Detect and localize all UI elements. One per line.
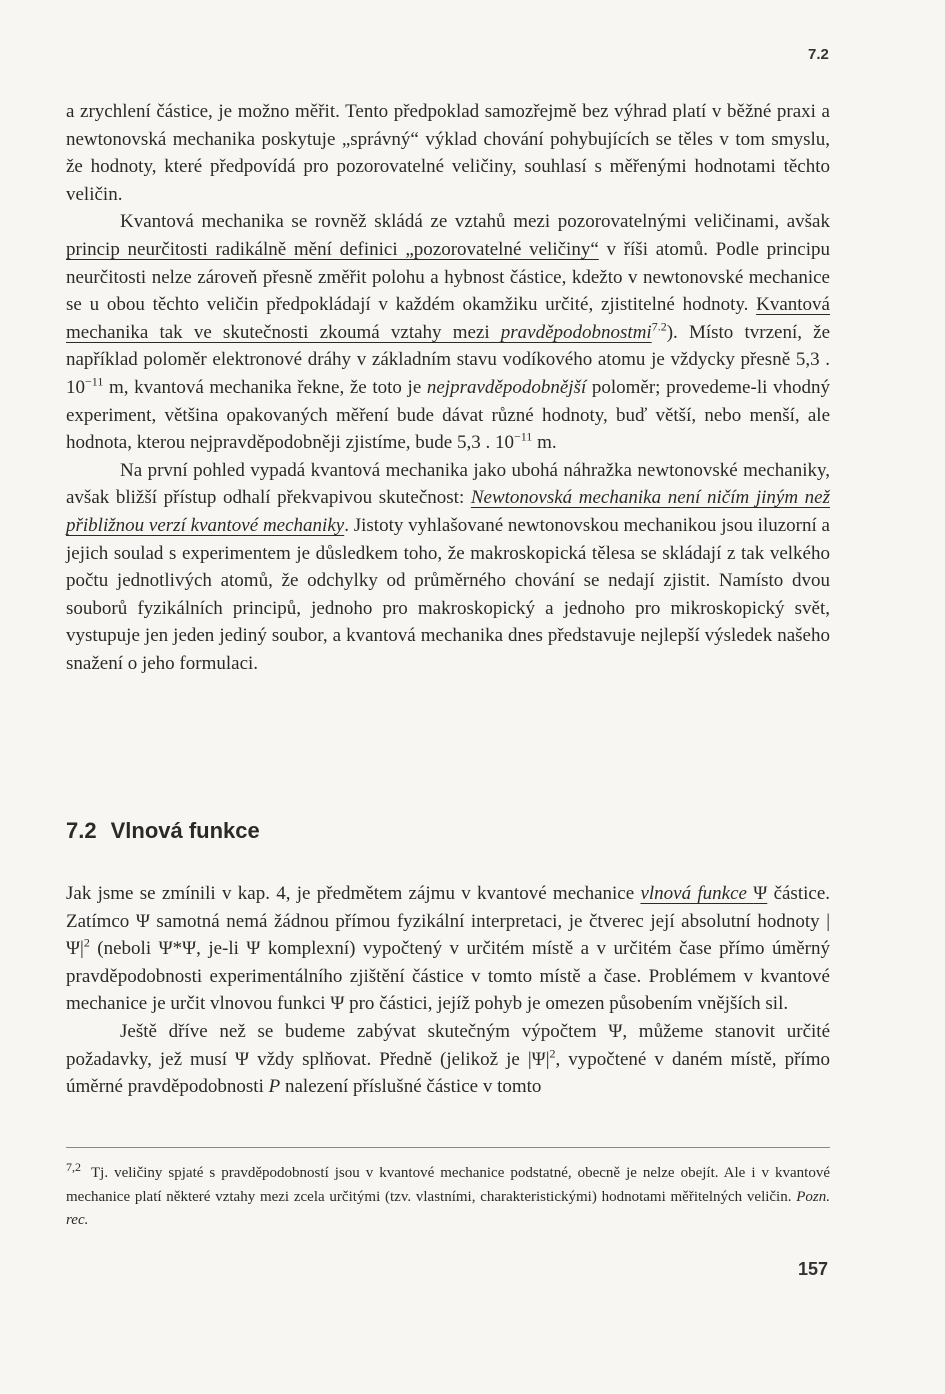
underlined-text: Kvantová mechanika tak ve skutečnosti zkoumá vztahy mezi pravděpodobnostmi [66, 294, 830, 343]
paragraph: Na první pohled vypadá kvantová mechanika jako ubohá náhražka newtonovské mechaniky, avšak bližší přístup odhalí překvapivou skutečnost: Newtonovská mechanika není ničím jiným než přibližnou verzí kvantové mechaniky. Jistoty vyhlašované newtonovskou mechanikou jsou iluzorní a jejich soulad s experimentem je důsledkem toho, že makroskopická tělesa se skládají z tak velkého počtu jednotlivých atomů, že odchylky od průměrného chování se nedají zjistit. Namísto dvou souborů fyzikálních principů, jednoho pro makroskopický a jednoho pro mikroskopický svět, vystupuje jen jeden jediný soubor, a kvantová mechanika dnes představuje nejlepší výsledek našeho snažení o jeho formulaci. [66, 459, 830, 674]
running-header-section-number: 7.2 [808, 46, 829, 63]
footnote-source: Pozn. rec. [66, 1188, 830, 1228]
footnote-reference: 7.2 [651, 319, 667, 334]
underlined-text: princip neurčitosti radikálně mění definici „pozorovatelné veličiny“ [66, 238, 599, 260]
paragraph: Jak jsme se zmínili v kap. 4, je předmětem zájmu v kvantové mechanice vlnová funkce Ψ částice. Zatímco Ψ samotná nemá žádnou přímou fyzikální interpretaci, je čtverec její absolutní hodnoty $|\Psi|^2$ (neboli Ψ*Ψ, je-li Ψ komplexní) vypočtený v určitém místě a v určitém čase přímo úměrný pravděpodobnosti experimentálního zjištění částice v tomto místě a čase. Problémem v kvantové mechanice je určit vlnovou funkci Ψ pro částici, jejíž pohyb je omezen působením vnějších sil. [66, 883, 830, 1015]
footnote-mark: 7,2 [66, 1160, 81, 1174]
paragraph: Ještě dříve než se budeme zabývat skutečným výpočtem Ψ, můžeme stanovit určité požadavky, jež musí Ψ vždy splňovat. Předně (jelikož je $|\Psi|^2$, vypočtené v daném místě, přímo úměrné pravděpodobnosti P nalezení příslušné částice v tomto [66, 1020, 830, 1098]
page-number: 157 [798, 1259, 829, 1279]
footnote-divider [66, 1147, 830, 1148]
underlined-emphasis: Newtonovská mechanika není ničím jiným než přibližnou verzí kvantové mechaniky [66, 487, 830, 536]
body-text-lower [66, 880, 830, 1101]
underlined-text: vlnová funkce Ψ [640, 883, 768, 904]
footnote: $^{7,2}$ Tj. veličiny spjaté s pravděpodobností jsou v kvantové mechanice podstatné, obecně je nelze obejít. Ale i v kvantové mechanice platí některé vztahy mezi zcela určitými (tzv. vlastními, charakteristickými) hodnotami měřitelných veličin. Pozn. rec. [66, 1160, 830, 1228]
section-heading: 7.2 Vlnová funkce [66, 818, 260, 843]
paragraph: a zrychlení částice, je možno měřit. Tento předpoklad samozřejmě bez výhrad platí v běžné praxi a newtonovská mechanika poskytuje „správný“ výklad chování pohybujících se těles v tom smyslu, že hodnoty, které předpovídá pro pozorovatelné veličiny, souhlasí s měřenými hodnotami těchto veličin. [66, 101, 830, 205]
paragraph: Kvantová mechanika se rovněž skládá ze vztahů mezi pozorovatelnými veličinami, avšak princip neurčitosti radikálně mění definici „pozorovatelné veličiny“ v říši atomů. Podle principu neurčitosti nelze zároveň přesně změřit polohu a hybnost částice, kdežto v newtonovské mechanice se u obou těchto veličin předpokládají v každém okamžiku určité, zjistitelné hodnoty. Kvantová mechanika tak ve skutečnosti zkoumá vztahy mezi pravděpodobnostmi$^{7.2}$). Místo tvrzení, že například poloměr elektronové dráhy v základním stavu vodíkového atomu je vždycky přesně 5,3 . $10^{-11}$ m, kvantová mechanika řekne, že toto je nejpravděpodobnější poloměr; provedeme-li vhodný experiment, většina opakovaných měření bude dávat různé hodnoty, buď větší, nebo menší, ale hodnota, kterou nejpravděpodobněji zjistíme, bude 5,3 . $10^{-11}$ m. [66, 211, 830, 454]
body-text-upper [66, 98, 830, 677]
